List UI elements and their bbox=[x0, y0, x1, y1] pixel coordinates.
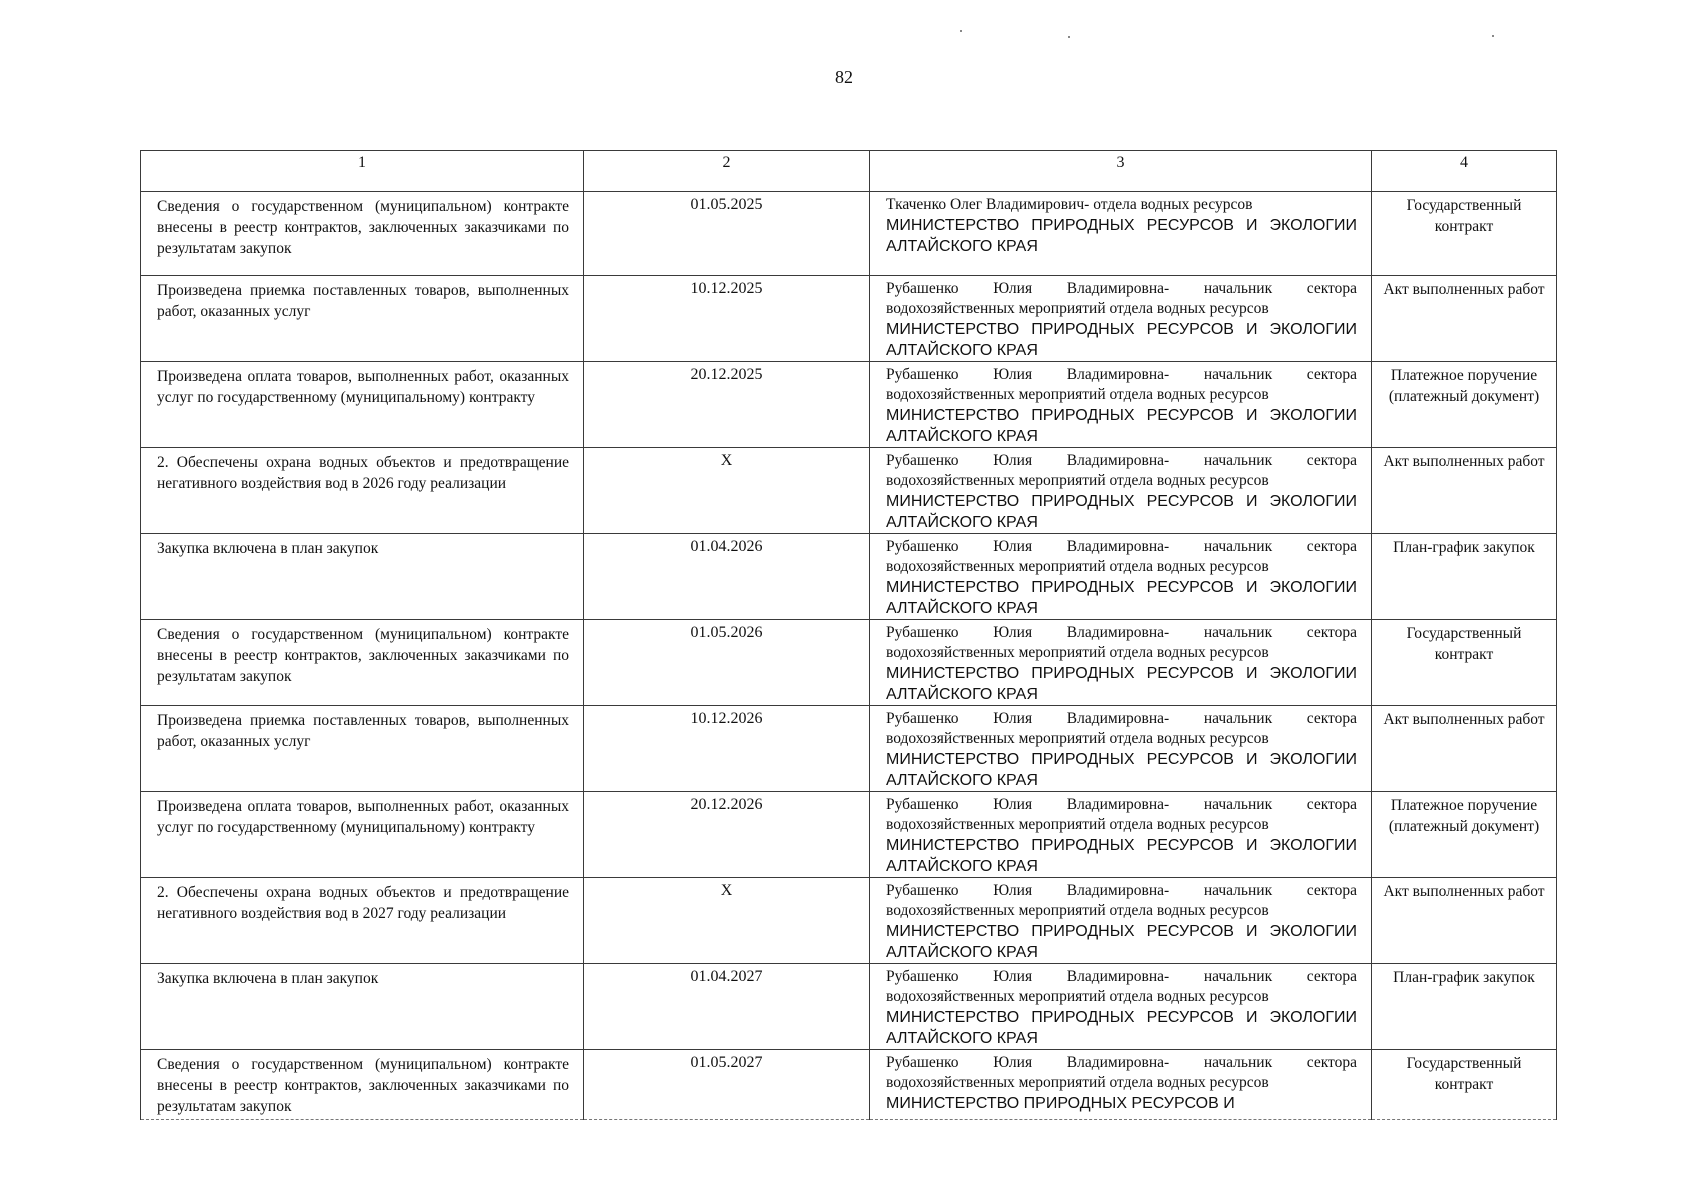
responsible-person: Рубашенко Юлия Владимировна- начальник сектора водохозяйственных мероприятий отдела водных ресурсов bbox=[886, 538, 1357, 575]
responsible-person: Рубашенко Юлия Владимировна- начальник сектора водохозяйственных мероприятий отдела водных ресурсов bbox=[886, 280, 1357, 317]
responsible-person: Рубашенко Юлия Владимировна- начальник сектора водохозяйственных мероприятий отдела водных ресурсов bbox=[886, 882, 1357, 919]
date-cell: 01.04.2027 bbox=[584, 964, 870, 1050]
responsible-person: Рубашенко Юлия Владимировна- начальник сектора водохозяйственных мероприятий отдела водных ресурсов bbox=[886, 624, 1357, 661]
scan-speck bbox=[1492, 35, 1494, 37]
column-header-1: 1 bbox=[141, 151, 584, 192]
date-cell: 01.04.2026 bbox=[584, 534, 870, 620]
table-header-row bbox=[141, 151, 1557, 192]
table-row bbox=[141, 192, 1557, 276]
responsible-cell bbox=[870, 1050, 1372, 1120]
document-cell: Платежное поручение (платежный документ) bbox=[1372, 362, 1557, 448]
column-header-2: 2 bbox=[584, 151, 870, 192]
table-row bbox=[141, 706, 1557, 792]
table-row bbox=[141, 620, 1557, 706]
column-header-3: 3 bbox=[870, 151, 1372, 192]
responsible-organization: МИНИСТЕРСТВО ПРИРОДНЫХ РЕСУРСОВ И ЭКОЛОГИИ АЛТАЙСКОГО КРАЯ bbox=[886, 923, 1357, 961]
table-row bbox=[141, 964, 1557, 1050]
table-row bbox=[141, 1050, 1557, 1120]
responsible-organization: МИНИСТЕРСТВО ПРИРОДНЫХ РЕСУРСОВ И bbox=[886, 1095, 1235, 1112]
responsible-person: Рубашенко Юлия Владимировна- начальник сектора водохозяйственных мероприятий отдела водных ресурсов bbox=[886, 366, 1357, 403]
date-cell: 01.05.2026 bbox=[584, 620, 870, 706]
responsible-cell bbox=[870, 448, 1372, 534]
responsible-organization: МИНИСТЕРСТВО ПРИРОДНЫХ РЕСУРСОВ И ЭКОЛОГИИ АЛТАЙСКОГО КРАЯ bbox=[886, 321, 1357, 359]
event-cell: Произведена приемка поставленных товаров, выполненных работ, оказанных услуг bbox=[141, 706, 584, 792]
table-row bbox=[141, 792, 1557, 878]
responsible-organization: МИНИСТЕРСТВО ПРИРОДНЫХ РЕСУРСОВ И ЭКОЛОГИИ АЛТАЙСКОГО КРАЯ bbox=[886, 579, 1357, 617]
document-cell: Акт выполненных работ bbox=[1372, 706, 1557, 792]
date-cell: 01.05.2025 bbox=[584, 192, 870, 276]
table-row bbox=[141, 534, 1557, 620]
scan-speck bbox=[1068, 36, 1070, 38]
schedule-table bbox=[140, 150, 1557, 1120]
column-header-4: 4 bbox=[1372, 151, 1557, 192]
document-cell: Платежное поручение (платежный документ) bbox=[1372, 792, 1557, 878]
page-number: 82 bbox=[835, 67, 853, 87]
date-cell: 10.12.2026 bbox=[584, 706, 870, 792]
responsible-cell bbox=[870, 878, 1372, 964]
responsible-person: Ткаченко Олег Владимирович- отдела водных ресурсов bbox=[886, 196, 1253, 213]
date-cell: X bbox=[584, 448, 870, 534]
table-row bbox=[141, 276, 1557, 362]
document-cell: Государственный контракт bbox=[1372, 192, 1557, 276]
responsible-cell bbox=[870, 964, 1372, 1050]
document-cell: Государственный контракт bbox=[1372, 1050, 1557, 1120]
event-cell: 2. Обеспечены охрана водных объектов и предотвращение негативного воздействия вод в 2026 году реализации bbox=[141, 448, 584, 534]
date-cell: 10.12.2025 bbox=[584, 276, 870, 362]
responsible-cell bbox=[870, 362, 1372, 448]
responsible-cell bbox=[870, 620, 1372, 706]
date-cell: X bbox=[584, 878, 870, 964]
scan-speck bbox=[960, 30, 962, 32]
responsible-organization: МИНИСТЕРСТВО ПРИРОДНЫХ РЕСУРСОВ И ЭКОЛОГИИ АЛТАЙСКОГО КРАЯ bbox=[886, 407, 1357, 445]
event-cell: Закупка включена в план закупок bbox=[141, 534, 584, 620]
document-cell: План-график закупок bbox=[1372, 964, 1557, 1050]
document-cell: Акт выполненных работ bbox=[1372, 878, 1557, 964]
responsible-cell bbox=[870, 706, 1372, 792]
responsible-person: Рубашенко Юлия Владимировна- начальник сектора водохозяйственных мероприятий отдела водных ресурсов bbox=[886, 968, 1357, 1005]
event-cell: Закупка включена в план закупок bbox=[141, 964, 584, 1050]
responsible-organization: МИНИСТЕРСТВО ПРИРОДНЫХ РЕСУРСОВ И ЭКОЛОГИИ АЛТАЙСКОГО КРАЯ bbox=[886, 837, 1357, 875]
date-cell: 20.12.2026 bbox=[584, 792, 870, 878]
responsible-organization: МИНИСТЕРСТВО ПРИРОДНЫХ РЕСУРСОВ И ЭКОЛОГИИ АЛТАЙСКОГО КРАЯ bbox=[886, 217, 1357, 255]
event-cell: Сведения о государственном (муниципальном) контракте внесены в реестр контрактов, заключенных заказчиками по результатам закупок bbox=[141, 192, 584, 276]
table-row bbox=[141, 878, 1557, 964]
event-cell: 2. Обеспечены охрана водных объектов и предотвращение негативного воздействия вод в 2027 году реализации bbox=[141, 878, 584, 964]
responsible-person: Рубашенко Юлия Владимировна- начальник сектора водохозяйственных мероприятий отдела водных ресурсов bbox=[886, 710, 1357, 747]
responsible-organization: МИНИСТЕРСТВО ПРИРОДНЫХ РЕСУРСОВ И ЭКОЛОГИИ АЛТАЙСКОГО КРАЯ bbox=[886, 1009, 1357, 1047]
document-cell: Государственный контракт bbox=[1372, 620, 1557, 706]
table-row bbox=[141, 448, 1557, 534]
event-cell: Произведена приемка поставленных товаров, выполненных работ, оказанных услуг bbox=[141, 276, 584, 362]
event-cell: Произведена оплата товаров, выполненных работ, оказанных услуг по государственному (муниципальному) контракту bbox=[141, 792, 584, 878]
responsible-person: Рубашенко Юлия Владимировна- начальник сектора водохозяйственных мероприятий отдела водных ресурсов bbox=[886, 1054, 1357, 1091]
responsible-organization: МИНИСТЕРСТВО ПРИРОДНЫХ РЕСУРСОВ И ЭКОЛОГИИ АЛТАЙСКОГО КРАЯ bbox=[886, 493, 1357, 531]
event-cell: Произведена оплата товаров, выполненных работ, оказанных услуг по государственному (муниципальному) контракту bbox=[141, 362, 584, 448]
responsible-cell bbox=[870, 276, 1372, 362]
responsible-cell bbox=[870, 192, 1372, 276]
responsible-cell bbox=[870, 534, 1372, 620]
responsible-cell bbox=[870, 792, 1372, 878]
responsible-organization: МИНИСТЕРСТВО ПРИРОДНЫХ РЕСУРСОВ И ЭКОЛОГИИ АЛТАЙСКОГО КРАЯ bbox=[886, 751, 1357, 789]
responsible-person: Рубашенко Юлия Владимировна- начальник сектора водохозяйственных мероприятий отдела водных ресурсов bbox=[886, 452, 1357, 489]
responsible-organization: МИНИСТЕРСТВО ПРИРОДНЫХ РЕСУРСОВ И ЭКОЛОГИИ АЛТАЙСКОГО КРАЯ bbox=[886, 665, 1357, 703]
date-cell: 20.12.2025 bbox=[584, 362, 870, 448]
event-cell: Сведения о государственном (муниципальном) контракте внесены в реестр контрактов, заключенных заказчиками по результатам закупок bbox=[141, 620, 584, 706]
responsible-person: Рубашенко Юлия Владимировна- начальник сектора водохозяйственных мероприятий отдела водных ресурсов bbox=[886, 796, 1357, 833]
table-row bbox=[141, 362, 1557, 448]
document-cell: Акт выполненных работ bbox=[1372, 276, 1557, 362]
document-cell: Акт выполненных работ bbox=[1372, 448, 1557, 534]
event-cell: Сведения о государственном (муниципальном) контракте внесены в реестр контрактов, заключенных заказчиками по результатам закупок bbox=[141, 1050, 584, 1120]
document-cell: План-график закупок bbox=[1372, 534, 1557, 620]
date-cell: 01.05.2027 bbox=[584, 1050, 870, 1120]
